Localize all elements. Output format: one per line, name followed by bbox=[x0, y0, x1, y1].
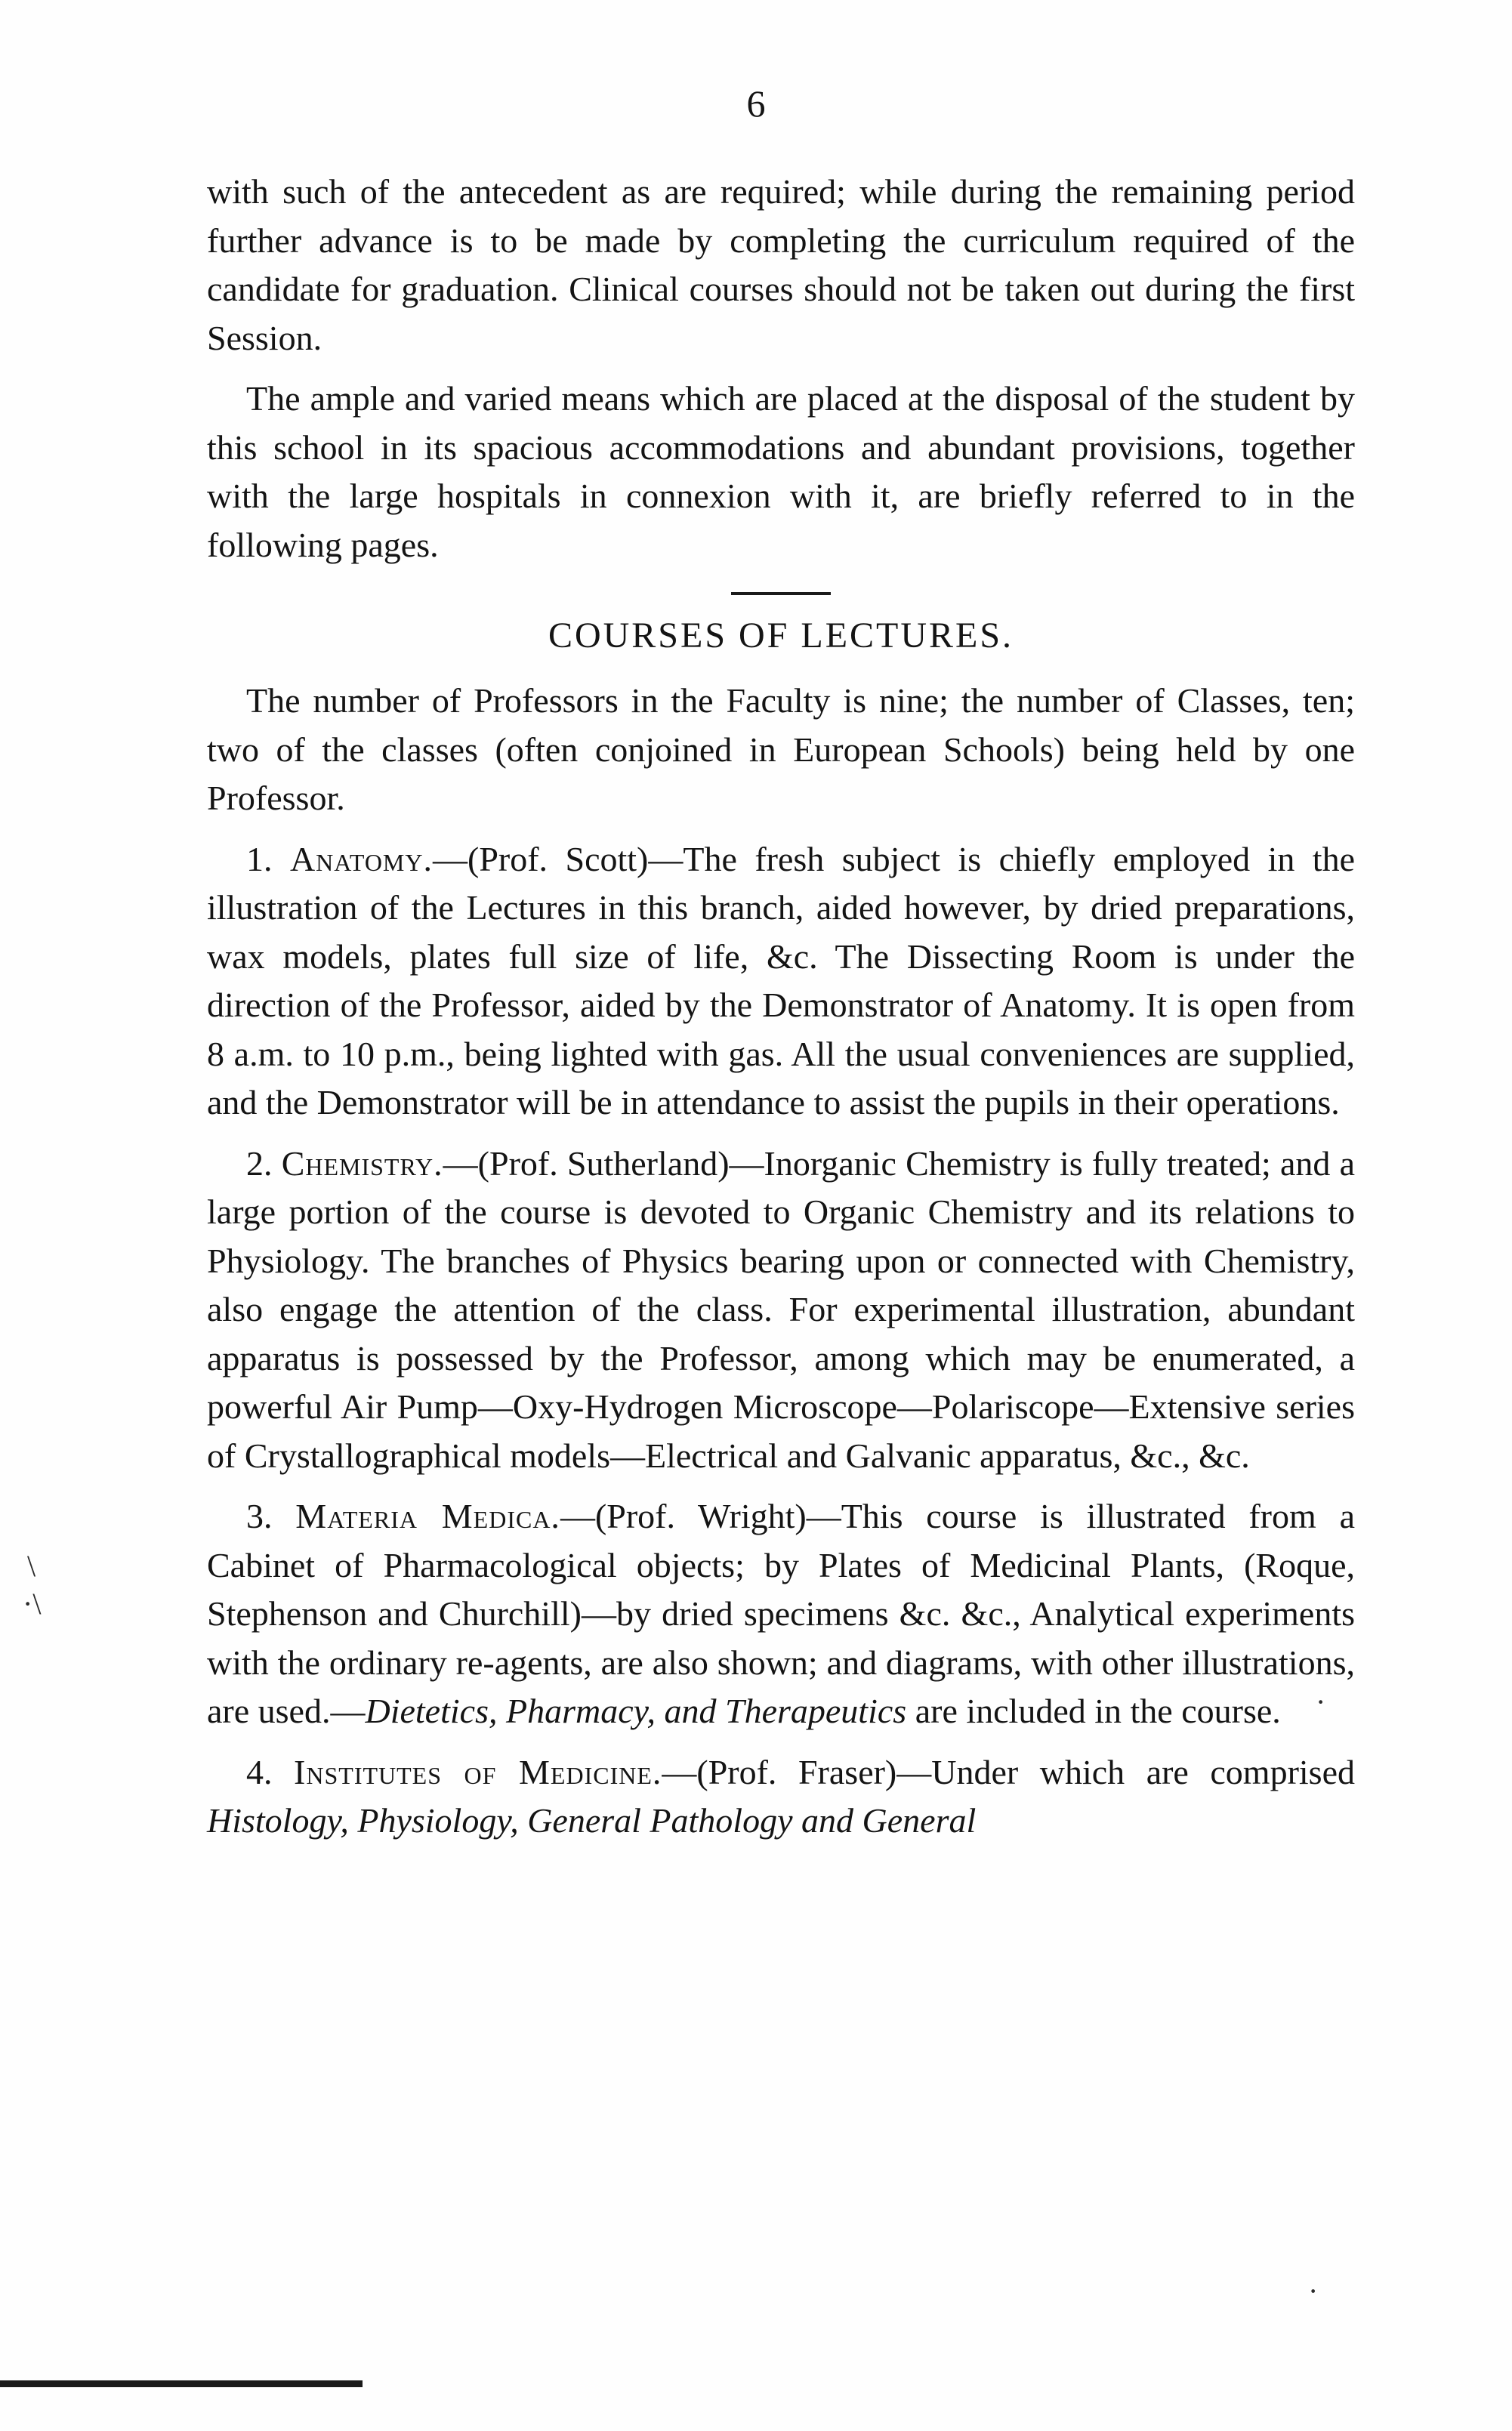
item-number: 2. bbox=[246, 1143, 273, 1183]
margin-mark: \ bbox=[27, 1549, 36, 1583]
course-italic-materia-medica: Dietetics, Pharmacy, and Therapeutics bbox=[365, 1692, 907, 1730]
item-number: 1. bbox=[246, 839, 273, 878]
course-title-anatomy: Anatomy. bbox=[289, 839, 433, 878]
course-title-chemistry: Chemistry. bbox=[281, 1143, 443, 1183]
item-number: 4. bbox=[246, 1752, 273, 1791]
margin-mark: · bbox=[1308, 2274, 1319, 2308]
course-title-materia-medica: Materia Medica. bbox=[295, 1497, 560, 1535]
course-body-materia-medica: —(Prof. Wright)—This course is illustrated from a Cabinet of Pharmacological objects; by Plates of Medicinal Plants, (Roque, Stephenson and Churchill)—by dried specimens &c. &c., Analytical experiments with the ordinary re-agents, are also shown; and diagrams, with other illustrations, are used.— bbox=[207, 1497, 1355, 1730]
paragraph-faculty: The number of Professors in the Faculty is nine; the number of Classes, ten; two of the classes (often conjoined in European Schools) being held by one Professor. bbox=[207, 681, 1355, 817]
margin-mark: ·\ bbox=[23, 1587, 42, 1621]
course-title-institutes: Institutes of Medicine. bbox=[294, 1752, 662, 1791]
paragraph-school-means: The ample and varied means which are placed at the disposal of the student by this school in its spacious accommodations and abundant provisions, together with the large hospitals in connexion with it, are briefly referred to in the following pages. bbox=[207, 379, 1355, 564]
course-body-institutes: —(Prof. Fraser)—Under which are comprised bbox=[662, 1752, 1356, 1791]
margin-mark: · bbox=[1316, 1685, 1326, 1719]
course-tail-materia-medica: are included in the course. bbox=[906, 1692, 1281, 1730]
section-heading: COURSES OF LECTURES. bbox=[548, 615, 1014, 656]
page-number: 6 bbox=[746, 82, 766, 125]
course-italic-institutes: Histology, Physiology, General Pathology and General bbox=[207, 1801, 977, 1840]
scan-edge-smudge bbox=[0, 2380, 363, 2387]
paragraph-institutes bbox=[207, 1748, 1355, 1846]
item-number: 3. bbox=[246, 1497, 273, 1535]
body-text bbox=[207, 168, 1355, 1858]
course-body-anatomy: —(Prof. Scott)—The fresh subject is chiefly employed in the illustration of the Lectures in this branch, aided however, by dried preparations, wax models, plates full size of life, &c. The Dissecting Room is under the direction of the Professor, aided by the Demonstrator of Anatomy. It is open from 8 a.m. to 10 p.m., being lighted with gas. All the usual conveniences are supplied, and the Demonstrator will be in attendance to assist the pupils in their operations. bbox=[207, 839, 1356, 1121]
course-body-chemistry: —(Prof. Sutherland)—Inorganic Chemistry is fully treated; and a large portion of the course is devoted to Organic Chemistry and its relations to Physiology. The branches of Physics bearing upon or connected with Chemistry, also engage the attention of the class. For experimental illustration, abundant apparatus is possessed by the Professor, among which may be enumerated, a powerful Air Pump—Oxy-Hydrogen Microscope—Polariscope—Extensive series of Crystallographical models—Electrical and Galvanic apparatus, &c., &c. bbox=[207, 1143, 1355, 1475]
section-divider bbox=[731, 592, 831, 595]
paragraph-anatomy bbox=[207, 835, 1355, 1128]
paragraph-intro-continuation: with such of the antecedent as are required; while during the remaining period further advance is to be made by completing the curriculum required of the candidate for graduation. Clinical courses should not be taken out during the first Session. bbox=[207, 172, 1355, 357]
paragraph-chemistry bbox=[207, 1140, 1355, 1481]
paragraph-materia-medica bbox=[207, 1492, 1355, 1736]
